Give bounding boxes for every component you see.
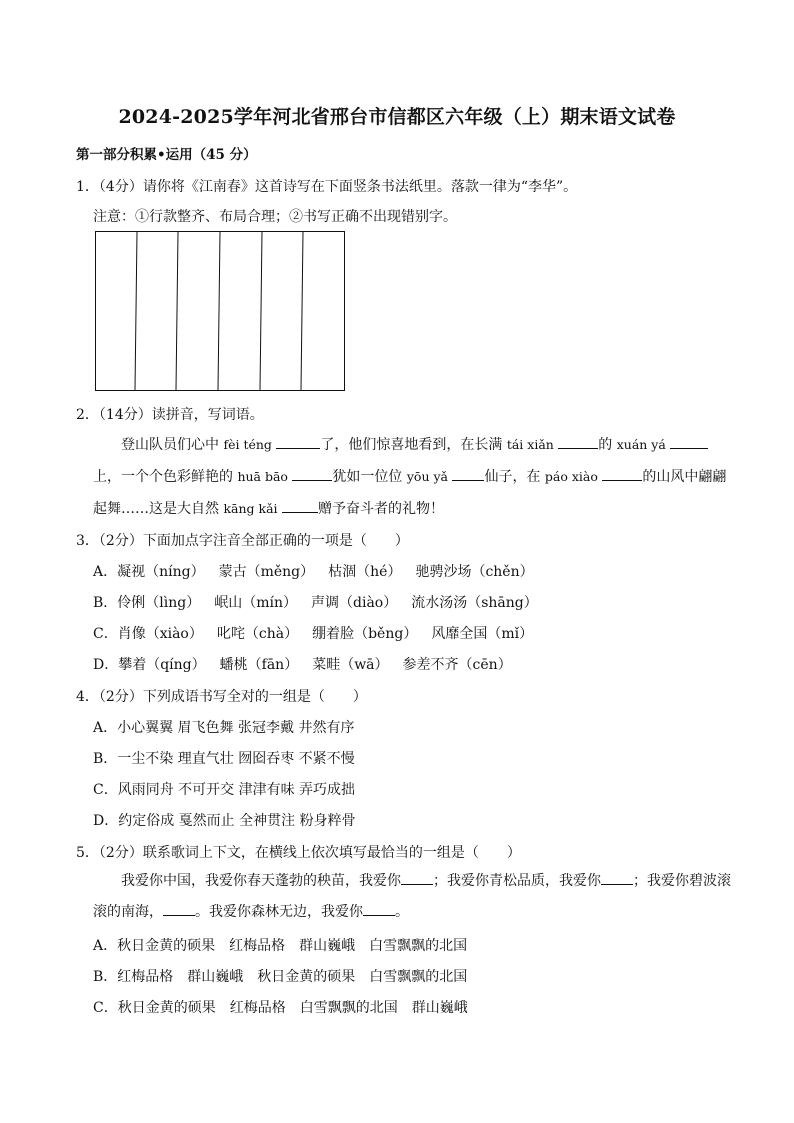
question-3-stem: 3．（2分）下面加点字注音全部正确的一项是（ ） [76,533,409,549]
question-2-passage: 登山队员们心中 fèi téng 了，他们惊喜地看到，在长满 tái xiǎn 的 xuán yá 上，一个个色彩鲜艳的 huā bāo 犹如一位位 yōu yǎ 仙子，在 páo xiào 的山风中翩翩起舞……这是大自然 kāng kǎi 赠予奋斗者的礼物！ [93,429,733,525]
question-3-option-a[interactable]: A．凝视（níng） 蒙古（měng） 枯涸（hé） 驰骋沙场（chěn） [93,564,534,580]
question-5-lyrics: 我爱你中国，我爱你春天蓬勃的秧苗，我爱你 ；我爱你青松品质，我爱你 ；我爱你碧波滚滚的南海， 。我爱你森林无边，我爱你 。 [93,866,733,928]
calligraphy-grid[interactable] [95,231,345,391]
question-4-option-c[interactable]: C．风雨同舟 不可开交 津津有味 弄巧成拙 [93,782,356,798]
question-1-note: 注意：①行款整齐、布局合理；②书写正确不出现错别字。 [93,209,457,225]
question-3-option-d[interactable]: D．攀着（qíng） 蟠桃（fān） 菜畦（wā） 参差不齐（cēn） [93,657,512,673]
pinyin: tái xiǎn [506,437,554,452]
question-1-stem: 1．（4分）请你将《江南春》这首诗写在下面竖条书法纸里。落款一律为“李华”。 [76,179,578,195]
pinyin: xuán yá [616,437,666,452]
question-5-option-a[interactable]: A．秋日金黄的硕果 红梅品格 群山巍峨 白雪飘飘的北国 [93,938,468,954]
answer-blank[interactable] [282,498,318,513]
answer-blank[interactable] [452,466,484,481]
answer-blank[interactable] [602,466,642,481]
question-4-option-b[interactable]: B．一尘不染 理直气壮 囫囵吞枣 不紧不慢 [93,751,355,767]
question-4-stem: 4．（2分）下列成语书写全对的一组是（ ） [76,689,367,705]
answer-blank[interactable] [363,901,395,916]
answer-blank[interactable] [670,434,708,449]
question-5-option-c[interactable]: C．秋日金黄的硕果 红梅品格 白雪飘飘的北国 群山巍峨 [93,1000,468,1016]
answer-blank[interactable] [558,434,598,449]
answer-blank[interactable] [276,434,320,449]
answer-blank[interactable] [401,870,433,885]
section-heading: 第一部分积累•运用（45 分） [76,147,257,163]
answer-blank[interactable] [601,870,633,885]
answer-blank[interactable] [163,901,195,916]
answer-blank[interactable] [292,466,332,481]
pinyin: yōu yǎ [406,469,449,484]
question-3-option-c[interactable]: C．肖像（xiào） 叱咤（chà） 绷着脸（běng） 风靡全国（mǐ） [93,626,534,642]
question-5-option-b[interactable]: B．红梅品格 群山巍峨 秋日金黄的硕果 白雪飘飘的北国 [93,969,468,985]
pinyin: kāng kǎi [223,501,278,516]
pinyin: huā bāo [237,469,288,484]
pinyin: páo xiào [544,469,598,484]
page-title: 2024-2025学年河北省邢台市信都区六年级（上）期末语文试卷 [118,106,676,128]
question-4-option-a[interactable]: A．小心翼翼 眉飞色舞 张冠李戴 井然有序 [93,720,355,736]
question-3-option-b[interactable]: B．伶俐（lìng） 岷山（mín） 声调（diào） 流水汤汤（shāng） [93,595,538,611]
question-2-stem: 2．（14分）读拼音，写词语。 [76,407,264,423]
pinyin: fèi téng [223,437,272,452]
question-4-option-d[interactable]: D．约定俗成 戛然而止 全神贯注 粉身粹骨 [93,813,356,829]
question-5-stem: 5．（2分）联系歌词上下文，在横线上依次填写最恰当的一组是（ ） [76,845,521,861]
